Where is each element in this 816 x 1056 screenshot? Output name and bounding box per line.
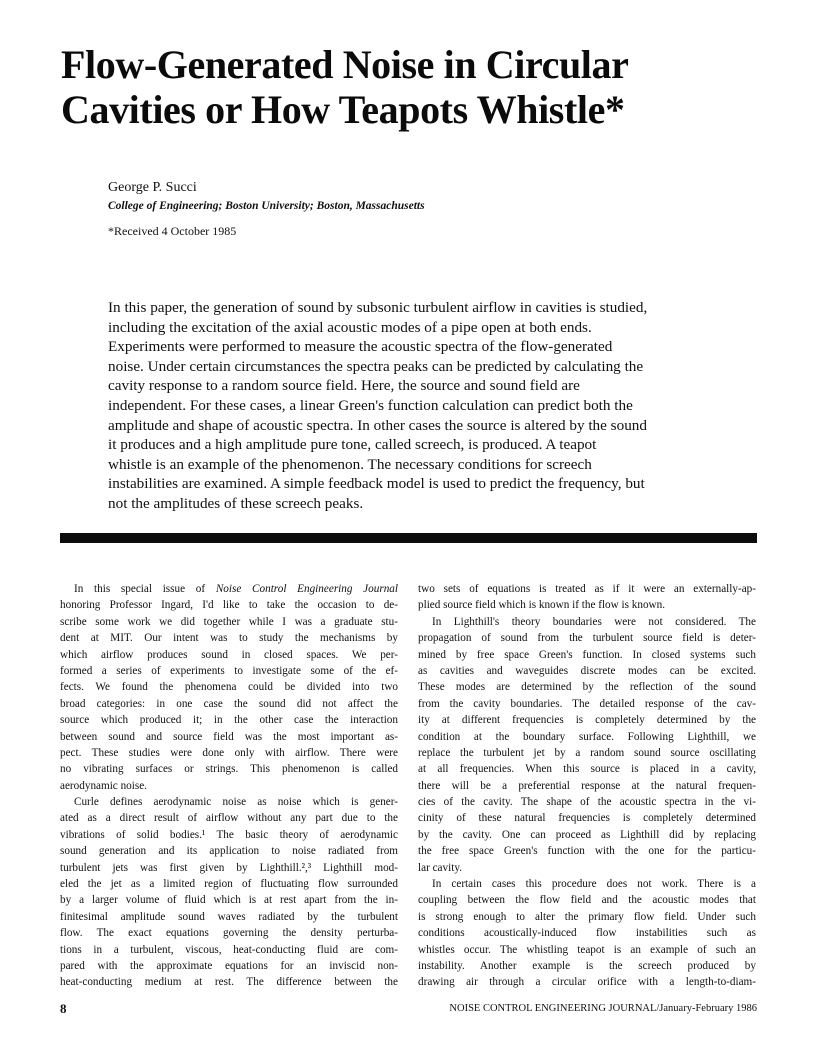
body-text-line: propagation of sound from the turbulent source field is deter- [418,632,756,645]
abstract-line: it produces and a high amplitude pure tone, called screech, is produced. A teapot [108,436,597,454]
body-text-line: Curle defines aerodynamic noise as noise which is gener- [74,796,398,809]
body-text-line: whistles occur. The whistling teapot is an example of such an [418,943,756,956]
abstract-line: amplitude and shape of acoustic spectra. In other cases the source is altered by the sound [108,416,647,434]
body-text-line: flow. The exact equations governing the density perturba- [60,927,398,940]
abstract [108,298,718,514]
body-text-line: eled the jet as a limited region of fluctuating flow surrounded [60,878,398,891]
body-text-line: is strong enough to alter the primary flow field. Under such [418,910,756,923]
body-text-line: heat-conducting medium at rest. The difference between the [60,976,398,989]
received-date: *Received 4 October 1985 [108,224,237,238]
body-text-line: between sound and source field was the most important as- [60,730,398,743]
abstract-line: whistle is an example of the phenomenon. The necessary conditions for screech [108,455,592,473]
abstract-line: cavity response to a random source field. Here, the source and sound field are [108,377,580,395]
abstract-line: Experiments were performed to measure the acoustic spectra of the flow-generated [108,338,613,356]
body-column-right [418,581,756,991]
body-text-line: sound generation and its application to noise radiated from [60,845,398,858]
abstract-line: noise. Under certain circumstances the spectra peaks can be predicted by calculating the [108,357,644,375]
body-text-line: aerodynamic noise. [60,779,147,792]
body-text-line: pect. These studies were done only with airflow. There were [60,746,398,759]
body-text-line: mined by free space Green's function. In closed systems such [418,648,756,661]
body-text-line: instability. Another example is the screech produced by [418,959,756,972]
body-text-line: cinity of these natural frequencies is completely determined [418,812,756,825]
body-text-line: drawing air through a circular orifice with a length-to-diam- [418,976,756,989]
body-text-line: there will be a preferential response at the natural frequen- [418,779,756,792]
section-divider-rule [60,533,757,543]
body-text-line: at all frequencies. When this source is placed in a cavity, [418,763,756,776]
body-text-line: lar cavity. [418,861,463,874]
body-text-line: finitesimal amplitude sound waves radiated by the turbulent [60,910,398,923]
author-affiliation: College of Engineering; Boston University; Boston, Massachusetts [108,200,425,212]
body-text-line: the free space Green's function with the one for the particu- [418,845,756,858]
title-line: Flow-Generated Noise in Circular [61,42,629,87]
author-name: George P. Succi [108,180,197,195]
body-text-line: broad categories: in one case the sound did not affect the [60,697,398,710]
body-text-line: cies of the cavity. The shape of the acoustic spectra in the vi- [418,796,756,809]
body-text-line: In Lighthill's theory boundaries were not considered. The [432,615,756,628]
body-text-line: two sets of equations is treated as if it were an externally-ap- [418,583,756,595]
body-text-line: turbulent jets was first given by Lighthill.²,³ Lighthill mod- [60,861,398,874]
abstract-line: instabilities are examined. A simple feedback model is used to predict the frequency, but [108,475,645,493]
body-text-line: condition at the boundary surface. Following Lighthill, we [418,730,756,743]
body-text-line: plied source field which is known if the flow is known. [418,599,666,612]
body-text-line: replace the turbulent jet by a random sound source oscillating [418,746,756,759]
title-line: Cavities or How Teapots Whistle* [61,87,625,132]
abstract-line: In this paper, the generation of sound by subsonic turbulent airflow in cavities is studied, [108,299,648,316]
body-text-line: These modes are determined by the reflection of the sound [418,681,756,694]
article-title [61,42,781,132]
abstract-line: including the excitation of the axial acoustic modes of a pipe open at both ends. [108,318,592,336]
body-text-line: source which produced it; in the other case the interaction [60,714,398,727]
body-text-line: conditions acoustically-induced flow instabilities such as [418,927,756,940]
abstract-line: not the amplitudes of these screech peaks. [108,494,364,512]
body-text-line: from the cavity boundaries. The detailed response of the cav- [418,697,756,710]
body-text-line: by the cavity. One can proceed as Lighthill did by replacing [418,828,756,841]
body-column-left [60,581,398,991]
body-text-line: scribe some work we did together while I was a graduate stu- [60,615,398,628]
body-text-line: ity at different frequencies is completely determined by the [418,714,756,727]
body-text-line: vibrations of solid bodies.¹ The basic theory of aerodynamic [60,828,398,841]
body-text-line: by a larger volume of fluid which is at rest apart from the in- [60,894,398,907]
running-footer-journal: NOISE CONTROL ENGINEERING JOURNAL/January-February 1986 [449,1003,757,1014]
body-text-line: In this special issue of Noise Control Engineering Journal [74,583,398,595]
body-text-line: honoring Professor Ingard, I'd like to take the occasion to de- [60,599,398,612]
body-text-line: as cavities and waveguides discrete modes can be excited. [418,664,756,677]
body-text-line: dent at MIT. Our intent was to study the mechanisms by [60,632,398,645]
body-text-line: In certain cases this procedure does not work. There is a [432,878,756,891]
body-text-line: no vibrating surfaces or strings. This phenomenon is called [60,763,398,776]
body-text-line: fects. We found the phenomena could be divided into two [60,681,398,694]
body-text-line: ated as a direct result of airflow without any part due to the [60,812,398,825]
page-number: 8 [60,1001,67,1016]
body-text-line: pared with the approximate equations for an inviscid non- [60,959,398,972]
abstract-line: independent. For these cases, a linear Green's function calculation can predict both the [108,396,633,414]
body-text-line: coupling between the flow field and the acoustic modes that [418,894,756,907]
body-text-line: which airflow produces sound in closed spaces. We per- [60,648,398,661]
body-text-line: tions in a turbulent, viscous, heat-conducting fluid are com- [60,943,398,956]
body-text-line: formed a series of experiments to investigate some of the ef- [60,664,398,677]
